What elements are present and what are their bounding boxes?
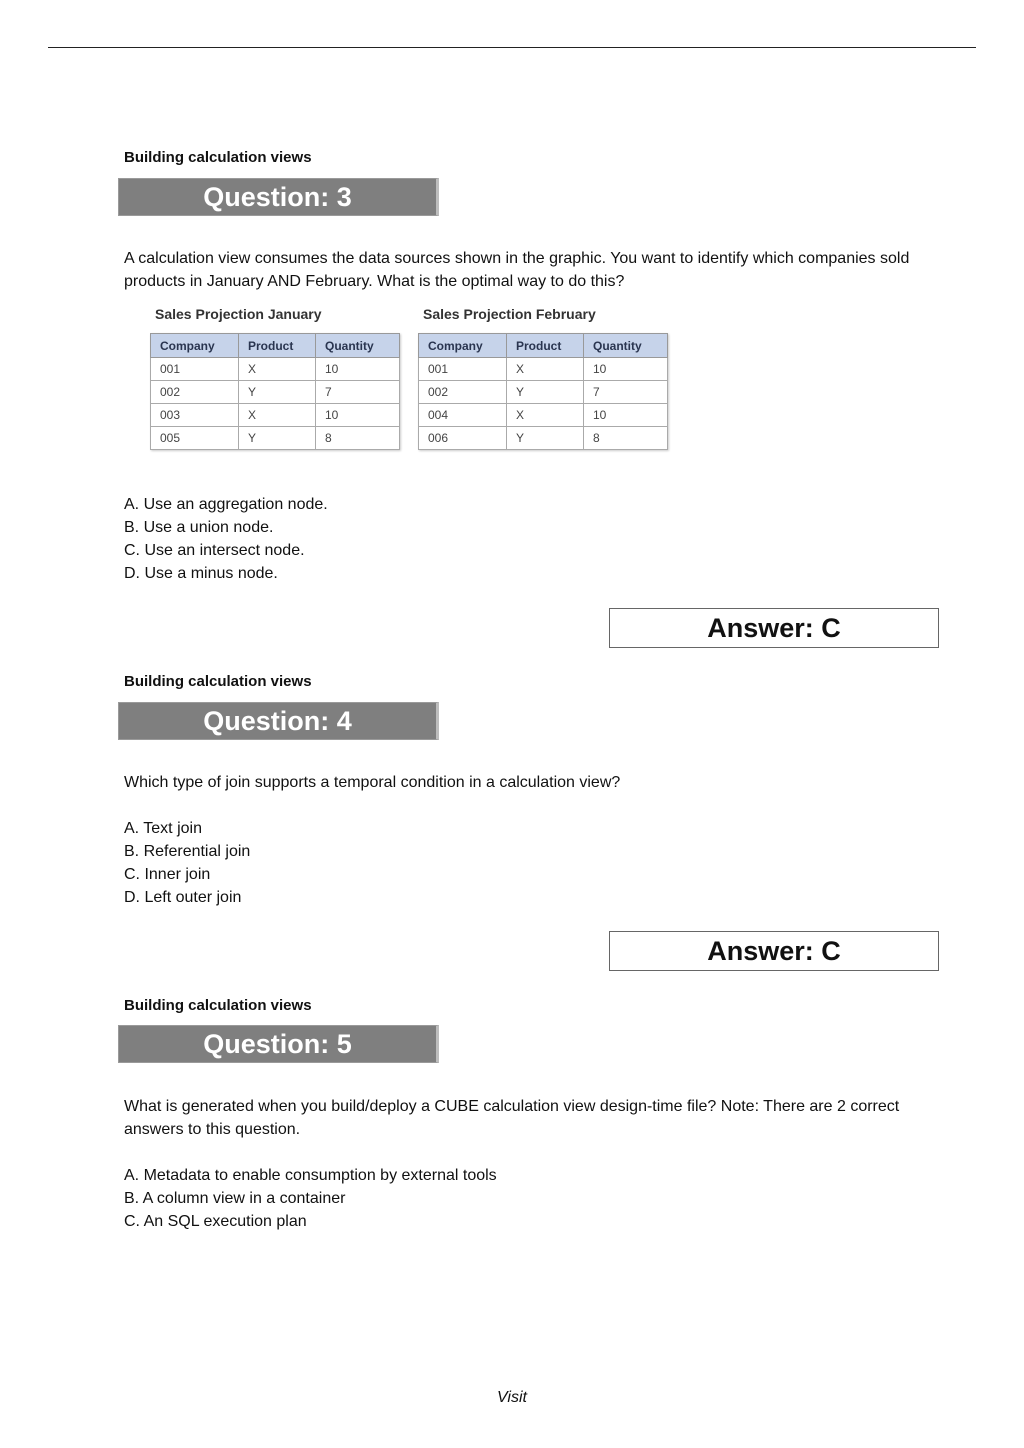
data-table (418, 333, 668, 450)
topic-label: Building calculation views (124, 149, 312, 166)
option-b: B. Referential join (124, 843, 251, 860)
sales-table-january (150, 306, 400, 450)
option-a: A. Use an aggregation node. (124, 496, 328, 513)
cell: Y (239, 427, 316, 450)
option-a: A. Text join (124, 820, 202, 837)
header-rule (48, 47, 976, 48)
table-row (151, 358, 400, 381)
option-b: B. Use a union node. (124, 519, 274, 536)
table-title: Sales Projection February (423, 306, 596, 322)
data-table (150, 333, 400, 450)
cell: 10 (584, 358, 668, 381)
cell: 001 (151, 358, 239, 381)
answer-options (124, 493, 328, 585)
cell: X (239, 358, 316, 381)
option-d: D. Left outer join (124, 889, 242, 906)
question-banner: Question: 5 (118, 1025, 439, 1063)
cell: Y (507, 427, 584, 450)
sales-table-february (418, 306, 668, 450)
cell: 002 (151, 381, 239, 404)
cell: X (239, 404, 316, 427)
table-row (419, 358, 668, 381)
column-header: Product (239, 334, 316, 358)
column-header: Company (151, 334, 239, 358)
question-text: A calculation view consumes the data sources shown in the graphic. You want to identify which companies sold products in January AND February. What is the optimal way to do this? (124, 250, 910, 290)
answer-box: Answer: C (609, 931, 939, 971)
cell: 7 (584, 381, 668, 404)
cell: 001 (419, 358, 507, 381)
column-header: Quantity (316, 334, 400, 358)
cell: 8 (316, 427, 400, 450)
column-header: Company (419, 334, 507, 358)
cell: 006 (419, 427, 507, 450)
table-row (419, 381, 668, 404)
cell: 005 (151, 427, 239, 450)
answer-box: Answer: C (609, 608, 939, 648)
table-row (151, 381, 400, 404)
table-row (151, 427, 400, 450)
column-header: Quantity (584, 334, 668, 358)
question-text: Which type of join supports a temporal condition in a calculation view? (124, 774, 621, 791)
table-row (151, 404, 400, 427)
cell: 10 (316, 358, 400, 381)
question-banner: Question: 4 (118, 702, 439, 740)
question-banner: Question: 3 (118, 178, 439, 216)
option-b: B. A column view in a container (124, 1190, 346, 1207)
cell: Y (239, 381, 316, 404)
cell: 003 (151, 404, 239, 427)
question-text: What is generated when you build/deploy a CUBE calculation view design-time file? Note: There are 2 correct answers to this question. (124, 1098, 900, 1138)
topic-label: Building calculation views (124, 673, 312, 690)
cell: 7 (316, 381, 400, 404)
table-row (419, 427, 668, 450)
answer-options (124, 817, 250, 909)
cell: X (507, 404, 584, 427)
cell: X (507, 358, 584, 381)
table-title: Sales Projection January (155, 306, 322, 322)
option-c: C. Inner join (124, 866, 211, 883)
footer-visit-text: Visit (497, 1389, 527, 1406)
option-c: C. Use an intersect node. (124, 542, 305, 559)
sales-tables-graphic (150, 306, 675, 456)
option-a: A. Metadata to enable consumption by external tools (124, 1167, 497, 1184)
cell: Y (507, 381, 584, 404)
column-header: Product (507, 334, 584, 358)
cell: 10 (584, 404, 668, 427)
topic-label: Building calculation views (124, 997, 312, 1014)
cell: 10 (316, 404, 400, 427)
cell: 002 (419, 381, 507, 404)
option-d: D. Use a minus node. (124, 565, 278, 582)
cell: 004 (419, 404, 507, 427)
table-row (419, 404, 668, 427)
answer-options (124, 1164, 497, 1233)
option-c: C. An SQL execution plan (124, 1213, 307, 1230)
cell: 8 (584, 427, 668, 450)
